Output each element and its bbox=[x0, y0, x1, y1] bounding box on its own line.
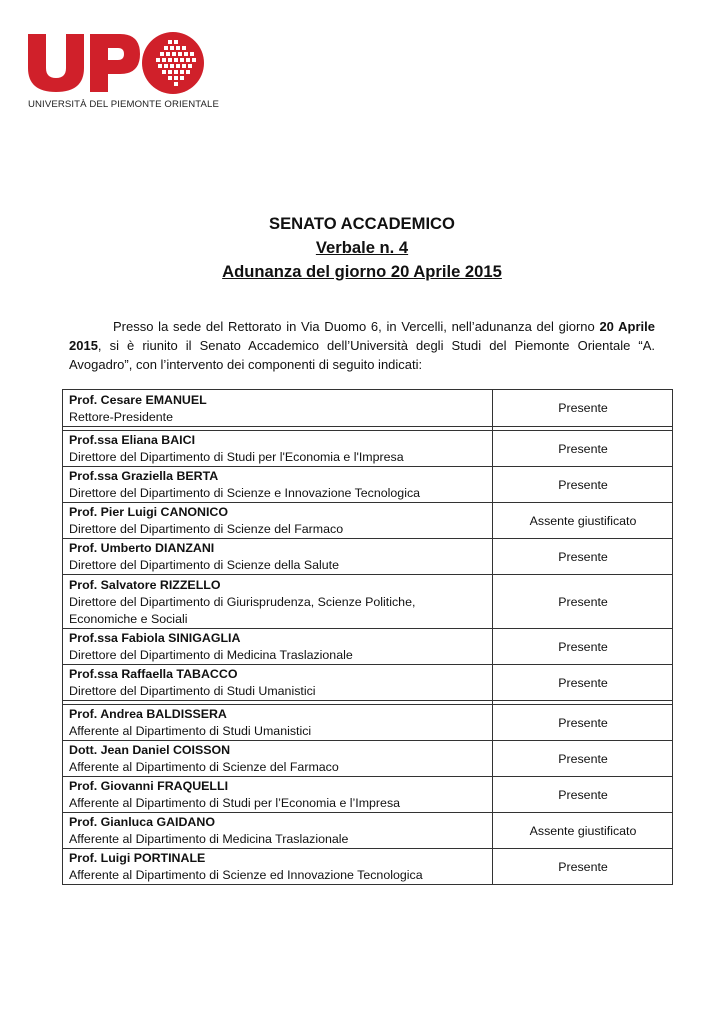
table-row bbox=[63, 390, 673, 427]
title-minutes-number: Verbale n. 4 bbox=[315, 238, 409, 257]
table-row bbox=[63, 431, 673, 467]
member-status: Presente bbox=[493, 467, 673, 503]
member-role: Afferente al Dipartimento di Scienze ed Innovazione Tecnologica bbox=[69, 868, 423, 882]
member-cell bbox=[63, 467, 493, 503]
member-cell bbox=[63, 741, 493, 777]
title-meeting-date: Adunanza del giorno 20 Aprile 2015 bbox=[222, 262, 502, 281]
member-cell bbox=[63, 629, 493, 665]
member-role: Afferente al Dipartimento di Medicina Traslazionale bbox=[69, 832, 349, 846]
member-role: Direttore del Dipartimento di Scienze del Farmaco bbox=[69, 522, 344, 536]
member-status: Presente bbox=[493, 575, 673, 629]
document-title bbox=[0, 212, 724, 284]
member-status: Presente bbox=[493, 849, 673, 885]
table-row bbox=[63, 467, 673, 503]
member-role: Direttore del Dipartimento di Giurisprudenza, Scienze Politiche, Economiche e Sociali bbox=[69, 594, 416, 626]
member-cell bbox=[63, 813, 493, 849]
member-role: Afferente al Dipartimento di Studi per l’Economia e l’Impresa bbox=[69, 796, 401, 810]
member-role: Afferente al Dipartimento di Scienze del Farmaco bbox=[69, 760, 339, 774]
intro-text-2: , si è riunito il Senato Accademico dell’Università degli Studi del Piemonte Orientale “A. Avogadro”, con l’intervento dei componenti di seguito indicati: bbox=[69, 338, 655, 372]
member-cell bbox=[63, 665, 493, 701]
member-role: Direttore del Dipartimento di Studi per l'Economia e l'Impresa bbox=[69, 450, 404, 464]
member-name: Prof. Salvatore RIZZELLO bbox=[69, 577, 221, 592]
table-row bbox=[63, 777, 673, 813]
member-name: Prof. Gianluca GAIDANO bbox=[69, 815, 215, 829]
member-status: Presente bbox=[493, 741, 673, 777]
member-name: Prof. Umberto DIANZANI bbox=[69, 541, 215, 555]
member-role: Direttore del Dipartimento di Scienze della Salute bbox=[69, 558, 339, 572]
member-cell bbox=[63, 390, 493, 427]
table-row bbox=[63, 629, 673, 665]
table-row bbox=[63, 705, 673, 741]
member-status: Assente giustificato bbox=[493, 813, 673, 849]
member-role: Afferente al Dipartimento di Studi Umanistici bbox=[69, 724, 312, 738]
member-status: Presente bbox=[493, 431, 673, 467]
table-row bbox=[63, 741, 673, 777]
member-status: Presente bbox=[493, 539, 673, 575]
member-name: Prof. Cesare EMANUEL bbox=[69, 392, 207, 407]
member-name: Prof. Andrea BALDISSERA bbox=[69, 707, 227, 721]
member-name: Dott. Jean Daniel COISSON bbox=[69, 743, 231, 757]
member-name: Prof.ssa Graziella BERTA bbox=[69, 469, 219, 483]
university-logo bbox=[28, 28, 219, 118]
member-status: Presente bbox=[493, 705, 673, 741]
member-status: Presente bbox=[493, 665, 673, 701]
member-cell bbox=[63, 849, 493, 885]
table-row bbox=[63, 575, 673, 629]
member-name: Prof. Pier Luigi CANONICO bbox=[69, 505, 229, 519]
upo-logo-mark bbox=[28, 28, 208, 94]
member-cell bbox=[63, 705, 493, 741]
member-name: Prof.ssa Eliana BAICI bbox=[69, 433, 196, 447]
member-status: Presente bbox=[493, 390, 673, 427]
table-row bbox=[63, 503, 673, 539]
member-name: Prof.ssa Raffaella TABACCO bbox=[69, 667, 238, 681]
member-role: Direttore del Dipartimento di Studi Umanistici bbox=[69, 684, 316, 698]
table-row bbox=[63, 665, 673, 701]
member-name: Prof.ssa Fabiola SINIGAGLIA bbox=[69, 631, 241, 645]
member-status: Presente bbox=[493, 629, 673, 665]
member-cell bbox=[63, 539, 493, 575]
member-status: Assente giustificato bbox=[493, 503, 673, 539]
attendance-table bbox=[62, 389, 673, 885]
title-body: SENATO ACCADEMICO bbox=[269, 214, 455, 233]
member-role: Direttore del Dipartimento di Scienze e Innovazione Tecnologica bbox=[69, 486, 421, 500]
logo-caption: UNIVERSITÀ DEL PIEMONTE ORIENTALE bbox=[28, 99, 219, 110]
table-row bbox=[63, 813, 673, 849]
table-row bbox=[63, 539, 673, 575]
member-cell bbox=[63, 777, 493, 813]
member-name: Prof. Luigi PORTINALE bbox=[69, 851, 206, 865]
member-status: Presente bbox=[493, 777, 673, 813]
member-cell bbox=[63, 575, 493, 629]
member-cell bbox=[63, 503, 493, 539]
intro-paragraph bbox=[69, 317, 655, 374]
table-row bbox=[63, 849, 673, 885]
intro-text-1: Presso la sede del Rettorato in Via Duomo 6, in Vercelli, nell’adunanza del giorno bbox=[113, 319, 600, 334]
member-role: Direttore del Dipartimento di Medicina Traslazionale bbox=[69, 648, 353, 662]
member-cell bbox=[63, 431, 493, 467]
member-name: Prof. Giovanni FRAQUELLI bbox=[69, 779, 229, 793]
intro-date: 20 Aprile 2015 bbox=[69, 319, 655, 353]
member-role: Rettore-Presidente bbox=[69, 409, 173, 424]
